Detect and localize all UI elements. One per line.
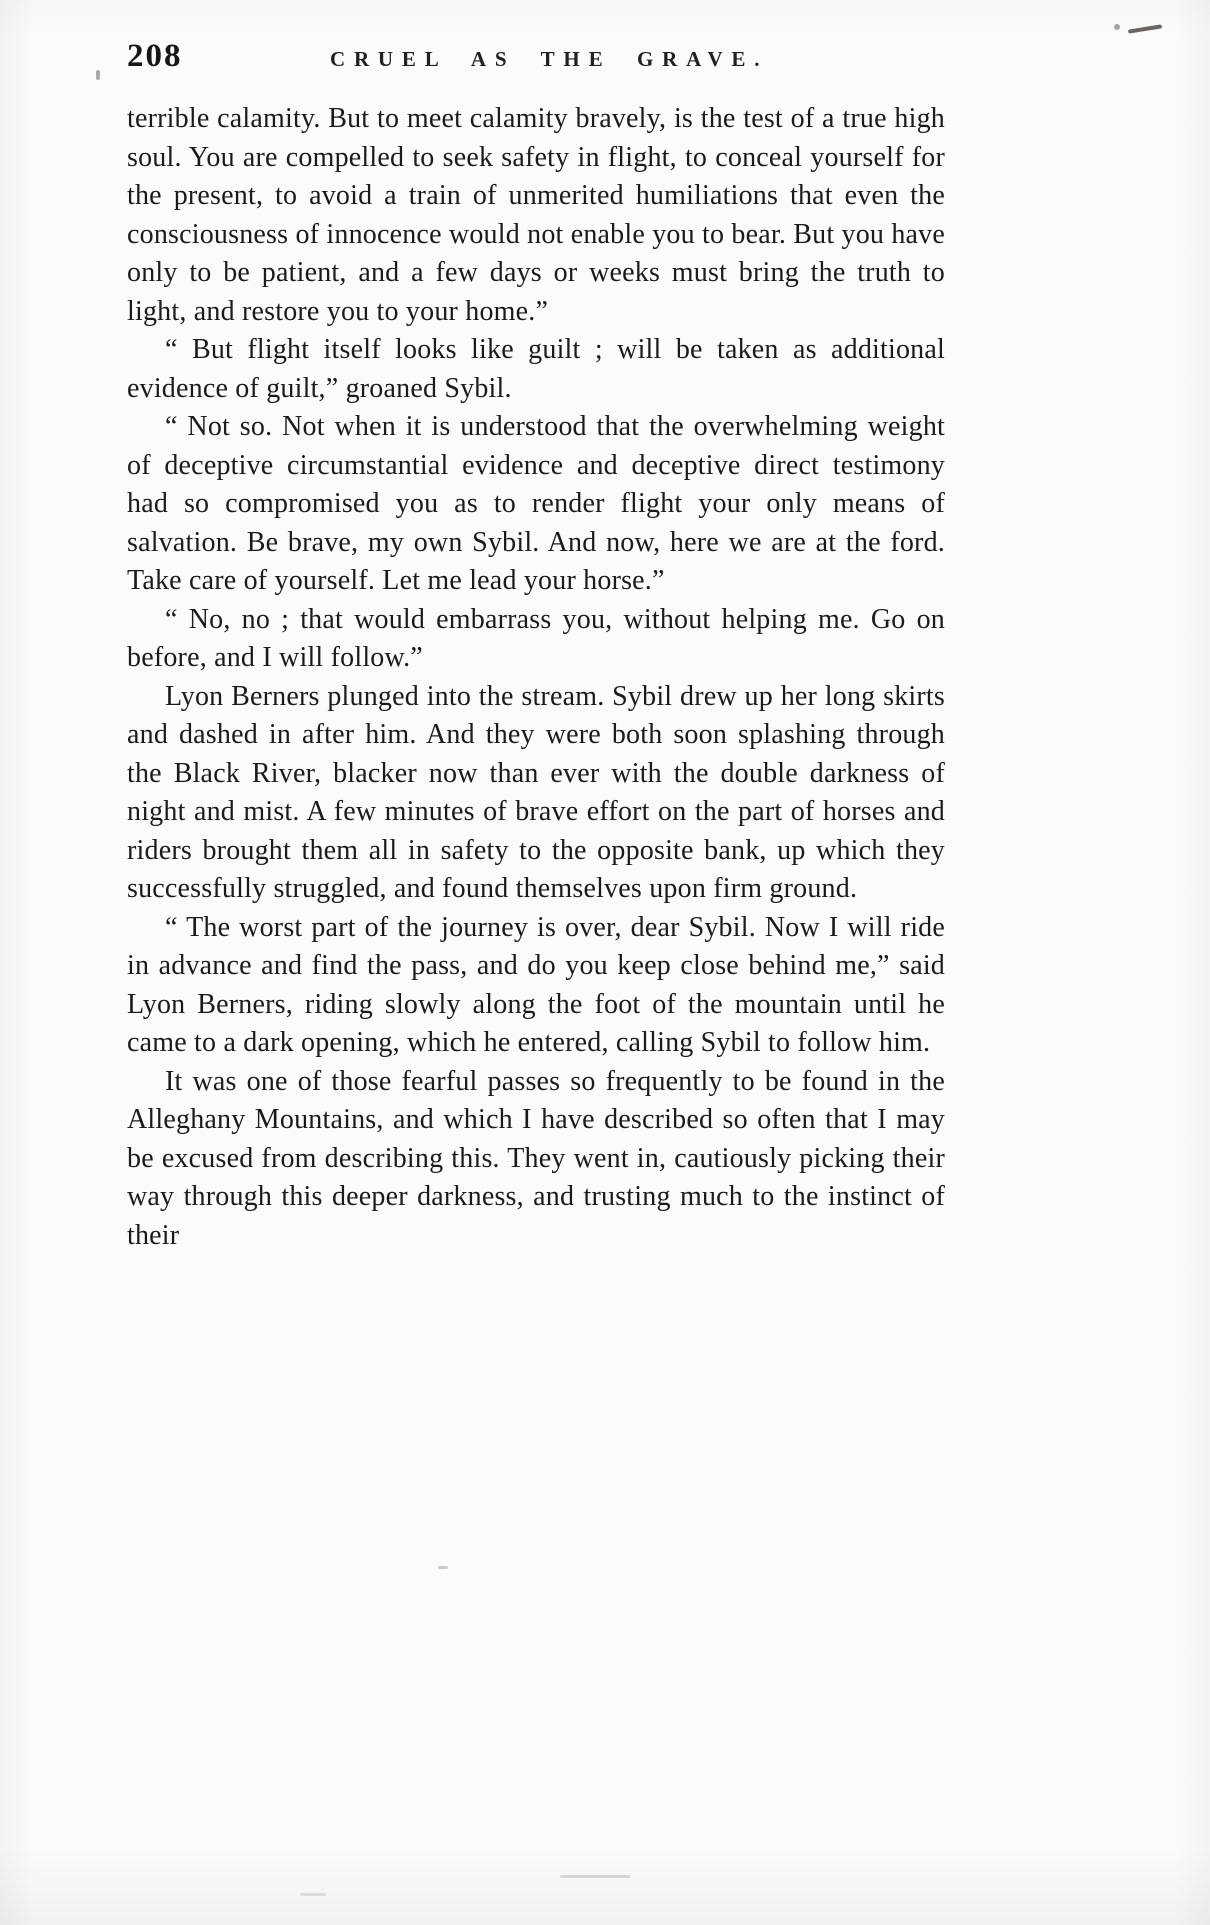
paragraph: Lyon Berners plunged into the stream. Sybil drew up her long skirts and dashed in after him. And they were both soon splashing through the Black River, blacker now than ever with the double darkness of night and mist. A few minutes of brave effort on the part of horses and riders brought them all in safety to the opposite bank, up which they successfully struggled, and found themselves upon firm ground. — [127, 680, 945, 904]
scan-artifact — [560, 1875, 630, 1878]
scan-artifact — [300, 1893, 326, 1896]
scan-artifact — [438, 1566, 448, 1569]
paragraph: “ The worst part of the journey is over, dear Sybil. Now I will ride in advance and find the pass, and do you keep close behind me,” said Lyon Berners, riding slowly along the foot of the mountain until he came to a dark opening, which he entered, calling Sybil to follow him. — [127, 911, 945, 1058]
paragraph: It was one of those fearful passes so frequently to be found in the Alleghany Mountains, and which I have described so often that I may be excused from describing this. They went in, cautiously picking their way through this deeper darkness, and trusting much to the instinct of their — [127, 1065, 945, 1251]
paragraph: “ No, no ; that would embarrass you, without helping me. Go on before, and I will follow.” — [127, 603, 945, 673]
paragraph: “ But flight itself looks like guilt ; will be taken as additional evidence of guilt,” groaned Sybil. — [127, 334, 945, 404]
page-number: 208 — [127, 38, 183, 74]
scan-artifact — [96, 70, 100, 80]
page-header — [127, 38, 945, 84]
scan-artifact — [1114, 24, 1120, 30]
paragraph: terrible calamity. But to meet calamity bravely, is the test of a true high soul. You are compelled to seek safety in flight, to conceal yourself for the present, to avoid a train of unmerited humiliations that even the consciousness of innocence would not enable you to bear. But you have only to be patient, and a few days or weeks must bring the truth to light, and restore you to your home.” — [127, 103, 945, 327]
running-header-title: CRUEL AS THE GRAVE. — [329, 47, 769, 71]
paragraph: “ Not so. Not when it is understood that the overwhelming weight of deceptive circumstantial evidence and deceptive direct testimony had so compromised you as to render flight your only means of salvation. Be brave, my own Sybil. And now, here we are at the ford. Take care of yourself. Let me lead your horse.” — [127, 411, 945, 596]
scan-artifact — [1128, 24, 1162, 33]
body-text — [127, 100, 945, 1255]
